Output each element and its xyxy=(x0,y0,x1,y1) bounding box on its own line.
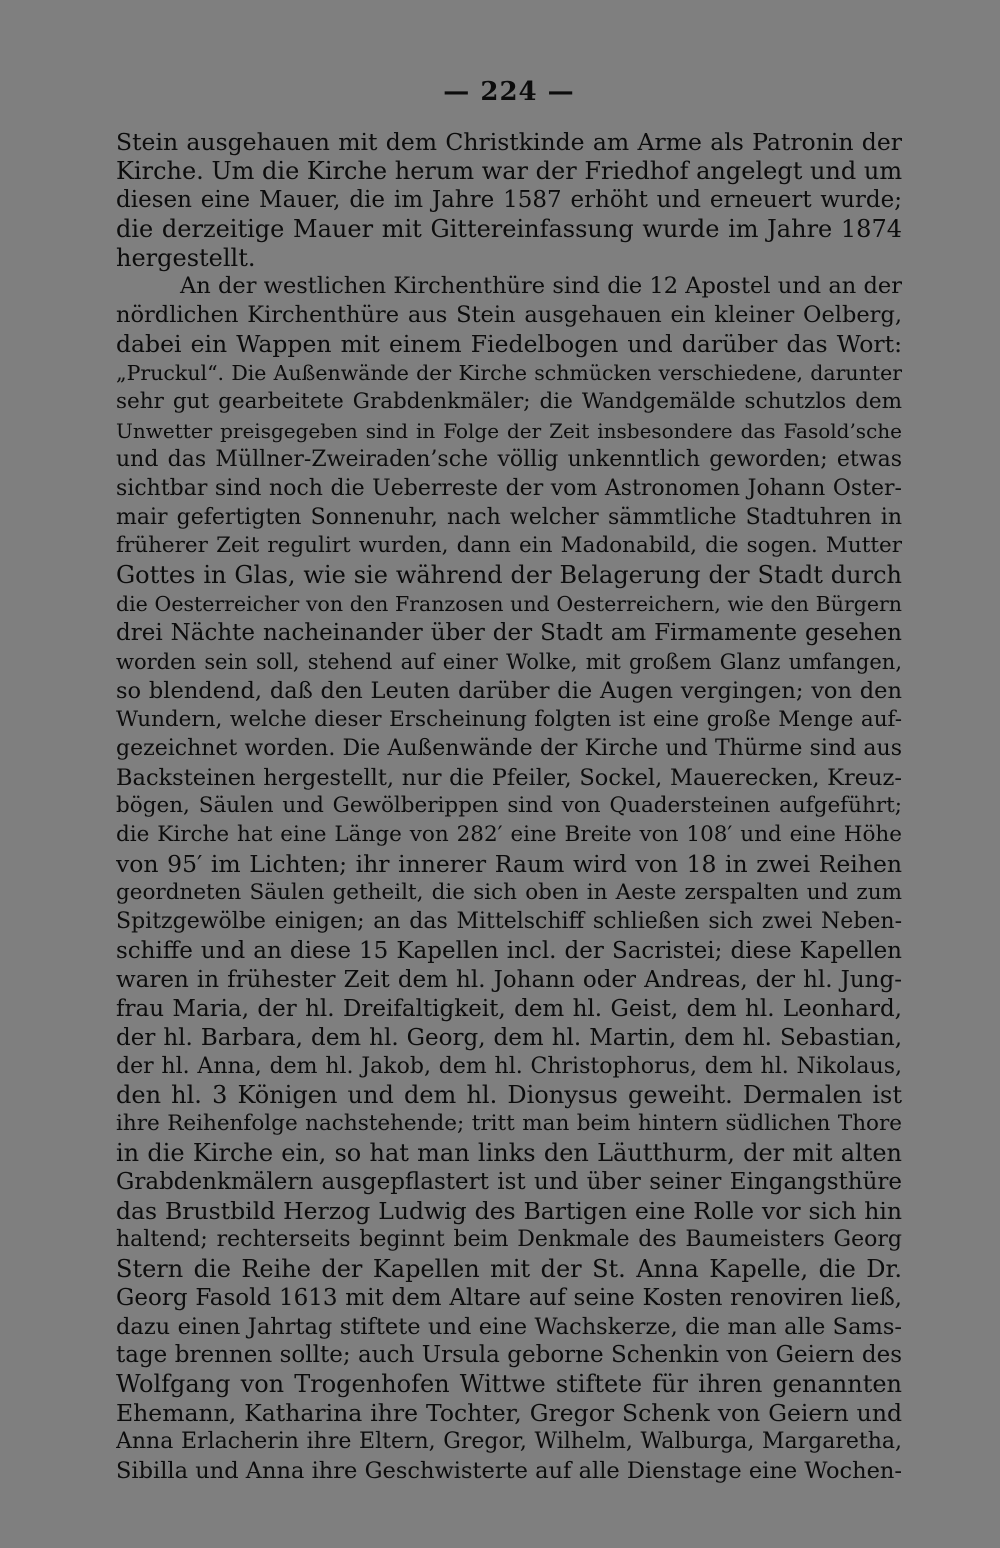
text-line: Grabdenkmälern ausgepflastert ist und über seiner Eingangsthüre xyxy=(116,1169,902,1196)
text-line: ihre Reihenfolge nachstehende; tritt man beim hintern südlichen Thore xyxy=(116,1111,902,1137)
text-line: haltend; rechterseits beginnt beim Denkmale des Baumeisters Georg xyxy=(116,1226,902,1252)
book-page xyxy=(116,66,902,1486)
text-line: waren in frühester Zeit dem hl. Johann oder Andreas, der hl. Jung- xyxy=(116,966,902,993)
text-line: sehr gut gearbeitete Grabdenkmäler; die Wandgemälde schutzlos dem xyxy=(116,389,902,415)
text-line: Georg Fasold 1613 mit dem Altare auf seine Kosten renoviren ließ, xyxy=(116,1284,902,1311)
text-line: An der westlichen Kirchenthüre sind die 12 Apostel und an der xyxy=(180,273,902,300)
text-line: diesen eine Mauer, die im Jahre 1587 erhöht und erneuert wurde; xyxy=(116,186,902,213)
text-line: sichtbar sind noch die Ueberreste der vom Astronomen Johann Oster- xyxy=(116,475,902,501)
text-line: Stern die Reihe der Kapellen mit der St. Anna Kapelle, die Dr. xyxy=(116,1254,902,1283)
text-line: Unwetter preisgegeben sind in Folge der Zeit insbesondere das Fasold’sche xyxy=(116,418,902,443)
text-line: die Kirche hat eine Länge von 282′ eine Breite von 108′ und eine Höhe xyxy=(116,822,902,848)
text-line: Gottes in Glas, wie sie während der Belagerung der Stadt durch xyxy=(116,561,902,590)
text-line: „Pruckul“. Die Außenwände der Kirche schmücken verschiedene, darunter xyxy=(116,361,902,386)
text-line: worden sein soll, stehend auf einer Wolke, mit großem Glanz umfangen, xyxy=(116,650,902,675)
text-line: der hl. Anna, dem hl. Jakob, dem hl. Christophorus, dem hl. Nikolaus, xyxy=(116,1053,902,1079)
text-line: den hl. 3 Königen und dem hl. Dionysus geweiht. Dermalen ist xyxy=(116,1081,902,1110)
body-text xyxy=(116,128,902,1486)
text-line: Wolfgang von Trogenhofen Wittwe stiftete für ihren genannten xyxy=(116,1370,902,1399)
text-line: gezeichnet worden. Die Außenwände der Kirche und Thürme sind aus xyxy=(116,735,902,761)
text-line: die Oesterreicher von den Franzosen und Oesterreichern, wie den Bürgern xyxy=(116,592,902,617)
text-line: Kirche. Um die Kirche herum war der Friedhof angelegt und um xyxy=(116,156,902,185)
text-line: Anna Erlacherin ihre Eltern, Gregor, Wilhelm, Walburga, Margaretha, xyxy=(116,1429,902,1455)
text-line: Wundern, welche dieser Erscheinung folgten ist eine große Menge auf- xyxy=(116,706,902,732)
text-line: Sibilla und Anna ihre Geschwisterte auf alle Dienstage eine Wochen- xyxy=(116,1457,902,1484)
text-line: und das Müllner-Zweiraden’sche völlig unkenntlich geworden; etwas xyxy=(116,446,902,472)
text-line: die derzeitige Mauer mit Gittereinfassung wurde im Jahre 1874 xyxy=(116,214,902,243)
text-line: von 95′ im Lichten; ihr innerer Raum wird von 18 in zwei Reihen xyxy=(116,850,902,879)
text-line: der hl. Barbara, dem hl. Georg, dem hl. Martin, dem hl. Sebastian, xyxy=(116,1024,902,1051)
text-line: Ehemann, Katharina ihre Tochter, Gregor Schenk von Geiern und xyxy=(116,1399,902,1428)
text-line: drei Nächte nacheinander über der Stadt am Firmamente gesehen xyxy=(116,620,902,647)
text-line: nördlichen Kirchenthüre aus Stein ausgehauen ein kleiner Oelberg, xyxy=(116,302,902,329)
text-line: dazu einen Jahrtag stiftete und eine Wachskerze, die man alle Sams- xyxy=(116,1313,902,1340)
text-line: frau Maria, der hl. Dreifaltigkeit, dem hl. Geist, dem hl. Leonhard, xyxy=(116,995,902,1022)
text-line: bögen, Säulen und Gewölberippen sind von Quadersteinen aufgeführt; xyxy=(116,793,902,819)
text-line: tage brennen sollte; auch Ursula geborne Schenkin von Geiern des xyxy=(116,1342,902,1369)
text-line: dabei ein Wappen mit einem Fiedelbogen und darüber das Wort: xyxy=(116,330,902,359)
text-line: in die Kirche ein, so hat man links den Läutthurm, der mit alten xyxy=(116,1139,902,1168)
text-line: Spitzgewölbe einigen; an das Mittelschiff schließen sich zwei Neben- xyxy=(116,909,902,935)
page-number: — 224 — xyxy=(443,77,575,107)
text-line: schiffe und an diese 15 Kapellen incl. der Sacristei; diese Kapellen xyxy=(116,937,902,964)
text-line: geordneten Säulen getheilt, die sich oben in Aeste zerspalten und zum xyxy=(116,880,902,906)
text-line: Backsteinen hergestellt, nur die Pfeiler, Sockel, Mauerecken, Kreuz- xyxy=(116,764,902,791)
text-line: das Brustbild Herzog Ludwig des Bartigen eine Rolle vor sich hin xyxy=(116,1196,902,1225)
text-line: mair gefertigten Sonnenuhr, nach welcher sämmtliche Stadtuhren in xyxy=(116,504,902,530)
text-line: so blendend, daß den Leuten darüber die Augen vergingen; von den xyxy=(116,677,902,704)
text-line: früherer Zeit regulirt wurden, dann ein Madonabild, die sogen. Mutter xyxy=(116,533,902,559)
text-line: hergestellt. xyxy=(116,243,256,272)
text-line: Stein ausgehauen mit dem Christkinde am Arme als Patronin der xyxy=(116,128,902,156)
